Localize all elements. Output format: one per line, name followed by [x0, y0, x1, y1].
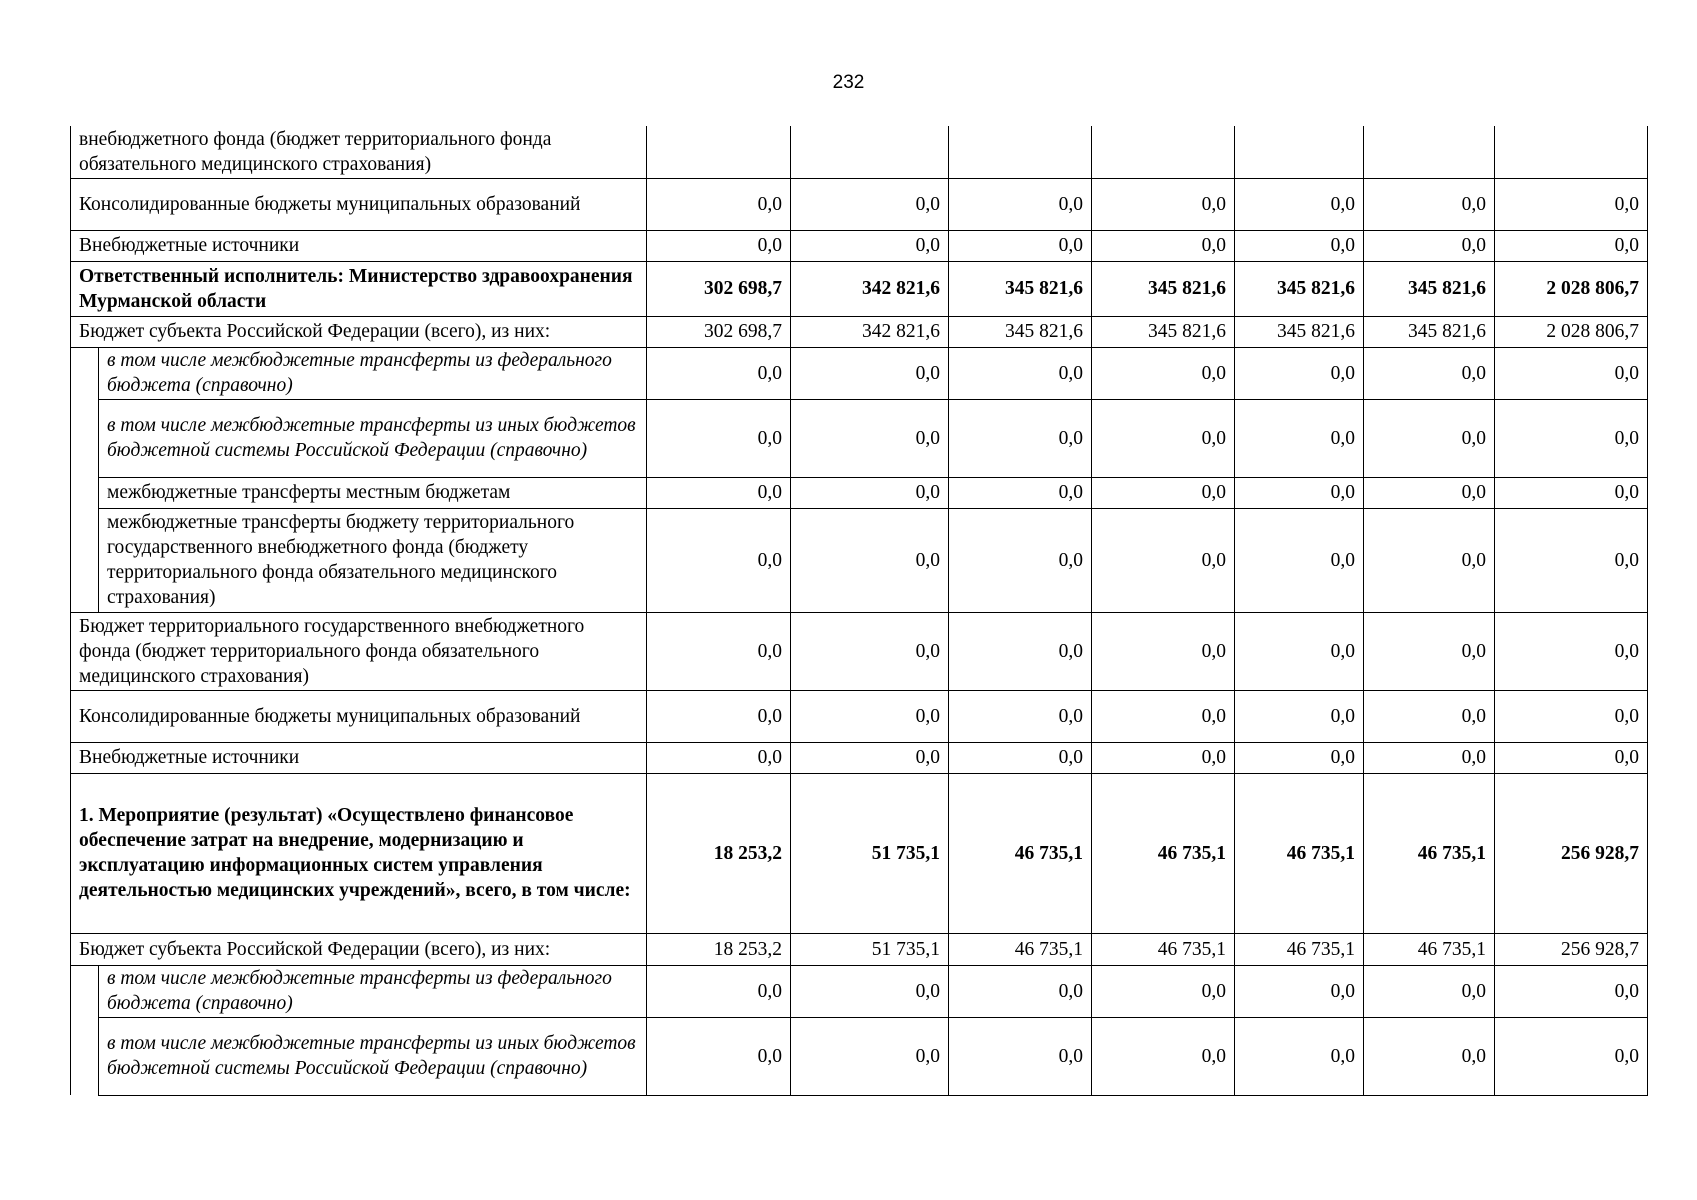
value-cell: 0,0 [1364, 742, 1495, 773]
value-cell: 46 735,1 [1364, 773, 1495, 933]
value-cell: 0,0 [1092, 347, 1235, 399]
table-row [71, 508, 1648, 612]
value-cell: 342 821,6 [791, 261, 949, 316]
total-cell: 0,0 [1495, 178, 1648, 230]
indent-gutter [71, 347, 99, 612]
total-cell: 0,0 [1495, 508, 1648, 612]
row-label: в том числе межбюджетные трансферты из иных бюджетов бюджетной системы Российской Федерации (справочно) [99, 399, 647, 477]
value-cell: 0,0 [647, 742, 791, 773]
value-cell: 345 821,6 [1235, 261, 1364, 316]
row-label: Ответственный исполнитель: Министерство здравоохранения Мурманской области [71, 261, 647, 316]
total-cell: 0,0 [1495, 1017, 1648, 1095]
table-row [71, 399, 1648, 477]
value-cell: 0,0 [949, 230, 1092, 261]
value-cell: 345 821,6 [1092, 261, 1235, 316]
total-cell: 0,0 [1495, 347, 1648, 399]
total-cell [1495, 126, 1648, 178]
value-cell [1364, 126, 1495, 178]
value-cell: 0,0 [949, 178, 1092, 230]
table-row [71, 773, 1648, 933]
value-cell: 0,0 [1092, 965, 1235, 1017]
table-row [71, 742, 1648, 773]
value-cell: 0,0 [949, 347, 1092, 399]
table-row [71, 933, 1648, 965]
table-row [71, 126, 1648, 178]
value-cell: 0,0 [647, 399, 791, 477]
value-cell: 0,0 [949, 690, 1092, 742]
value-cell: 0,0 [791, 399, 949, 477]
value-cell: 0,0 [791, 178, 949, 230]
row-label: Консолидированные бюджеты муниципальных образований [71, 690, 647, 742]
value-cell: 0,0 [791, 347, 949, 399]
table-row [71, 1017, 1648, 1095]
row-label: Внебюджетные источники [71, 230, 647, 261]
value-cell: 0,0 [949, 399, 1092, 477]
value-cell: 0,0 [1092, 1017, 1235, 1095]
value-cell: 345 821,6 [1092, 316, 1235, 347]
value-cell: 18 253,2 [647, 773, 791, 933]
value-cell: 0,0 [1235, 178, 1364, 230]
total-cell: 0,0 [1495, 690, 1648, 742]
table-row [71, 690, 1648, 742]
value-cell: 0,0 [1364, 399, 1495, 477]
value-cell: 0,0 [949, 508, 1092, 612]
value-cell: 0,0 [791, 230, 949, 261]
value-cell: 0,0 [1364, 178, 1495, 230]
value-cell: 0,0 [1092, 742, 1235, 773]
table-row [71, 612, 1648, 690]
value-cell: 0,0 [949, 965, 1092, 1017]
value-cell: 0,0 [1235, 477, 1364, 508]
value-cell: 0,0 [1092, 230, 1235, 261]
value-cell: 302 698,7 [647, 316, 791, 347]
total-cell: 256 928,7 [1495, 773, 1648, 933]
value-cell: 0,0 [791, 612, 949, 690]
total-cell: 2 028 806,7 [1495, 316, 1648, 347]
value-cell: 0,0 [1235, 1017, 1364, 1095]
total-cell: 0,0 [1495, 477, 1648, 508]
total-cell: 0,0 [1495, 612, 1648, 690]
value-cell: 0,0 [949, 1017, 1092, 1095]
value-cell [1235, 126, 1364, 178]
value-cell [1092, 126, 1235, 178]
value-cell: 0,0 [791, 1017, 949, 1095]
value-cell: 0,0 [1364, 230, 1495, 261]
row-label: Бюджет территориального государственного внебюджетного фонда (бюджет территориального фонда обязательного медицинского страхования) [71, 612, 647, 690]
value-cell: 0,0 [1364, 477, 1495, 508]
row-label: Консолидированные бюджеты муниципальных образований [71, 178, 647, 230]
value-cell: 0,0 [647, 1017, 791, 1095]
value-cell: 0,0 [1364, 612, 1495, 690]
value-cell: 345 821,6 [1364, 261, 1495, 316]
value-cell [949, 126, 1092, 178]
value-cell: 0,0 [647, 690, 791, 742]
page-number: 232 [832, 72, 865, 93]
value-cell: 46 735,1 [949, 773, 1092, 933]
value-cell: 345 821,6 [1235, 316, 1364, 347]
table-row [71, 965, 1648, 1017]
value-cell: 46 735,1 [1364, 933, 1495, 965]
value-cell: 0,0 [791, 690, 949, 742]
value-cell: 0,0 [1364, 347, 1495, 399]
value-cell: 51 735,1 [791, 933, 949, 965]
value-cell: 345 821,6 [949, 316, 1092, 347]
row-label: межбюджетные трансферты местным бюджетам [99, 477, 647, 508]
value-cell: 302 698,7 [647, 261, 791, 316]
value-cell: 0,0 [647, 178, 791, 230]
value-cell: 46 735,1 [949, 933, 1092, 965]
value-cell: 0,0 [1235, 508, 1364, 612]
value-cell: 51 735,1 [791, 773, 949, 933]
value-cell: 0,0 [1092, 690, 1235, 742]
value-cell: 342 821,6 [791, 316, 949, 347]
budget-table [70, 126, 1648, 1096]
value-cell [791, 126, 949, 178]
value-cell: 0,0 [1235, 230, 1364, 261]
value-cell: 46 735,1 [1235, 933, 1364, 965]
row-label: 1. Мероприятие (результат) «Осуществлено финансовое обеспечение затрат на внедрение, модернизацию и эксплуатацию информационных систем управления деятельностью медицинских учреждений», всего, в том числе: [71, 773, 647, 933]
total-cell: 0,0 [1495, 230, 1648, 261]
value-cell: 46 735,1 [1235, 773, 1364, 933]
value-cell: 0,0 [791, 965, 949, 1017]
value-cell: 46 735,1 [1092, 933, 1235, 965]
value-cell: 0,0 [647, 477, 791, 508]
row-label: в том числе межбюджетные трансферты из иных бюджетов бюджетной системы Российской Федерации (справочно) [99, 1017, 647, 1095]
value-cell: 0,0 [1092, 178, 1235, 230]
total-cell: 256 928,7 [1495, 933, 1648, 965]
value-cell: 0,0 [1092, 508, 1235, 612]
value-cell: 46 735,1 [1092, 773, 1235, 933]
value-cell: 345 821,6 [949, 261, 1092, 316]
row-label: Бюджет субъекта Российской Федерации (всего), из них: [71, 933, 647, 965]
value-cell: 0,0 [949, 612, 1092, 690]
value-cell: 0,0 [1235, 965, 1364, 1017]
value-cell: 0,0 [1235, 612, 1364, 690]
indent-gutter [71, 965, 99, 1095]
total-cell: 2 028 806,7 [1495, 261, 1648, 316]
value-cell: 18 253,2 [647, 933, 791, 965]
total-cell: 0,0 [1495, 399, 1648, 477]
row-label: внебюджетного фонда (бюджет территориального фонда обязательного медицинского страхования) [71, 126, 647, 178]
value-cell: 0,0 [1364, 508, 1495, 612]
value-cell: 0,0 [647, 347, 791, 399]
table-row [71, 347, 1648, 399]
value-cell: 0,0 [1364, 965, 1495, 1017]
row-label: Внебюджетные источники [71, 742, 647, 773]
value-cell: 0,0 [1235, 347, 1364, 399]
row-label: в том числе межбюджетные трансферты из федерального бюджета (справочно) [99, 347, 647, 399]
value-cell: 0,0 [647, 508, 791, 612]
value-cell: 0,0 [791, 742, 949, 773]
value-cell: 0,0 [1092, 399, 1235, 477]
table-row [71, 477, 1648, 508]
table-row [71, 261, 1648, 316]
table-row [71, 178, 1648, 230]
value-cell: 0,0 [1092, 612, 1235, 690]
value-cell: 0,0 [1235, 399, 1364, 477]
value-cell: 345 821,6 [1364, 316, 1495, 347]
table-row [71, 316, 1648, 347]
value-cell: 0,0 [647, 230, 791, 261]
value-cell: 0,0 [1364, 1017, 1495, 1095]
row-label: межбюджетные трансферты бюджету территориального государственного внебюджетного фонда (бюджету территориального фонда обязательного медицинского страхования) [99, 508, 647, 612]
row-label: в том числе межбюджетные трансферты из федерального бюджета (справочно) [99, 965, 647, 1017]
value-cell: 0,0 [1235, 690, 1364, 742]
value-cell: 0,0 [791, 508, 949, 612]
value-cell: 0,0 [647, 965, 791, 1017]
total-cell: 0,0 [1495, 965, 1648, 1017]
value-cell: 0,0 [1364, 690, 1495, 742]
value-cell: 0,0 [949, 477, 1092, 508]
row-label: Бюджет субъекта Российской Федерации (всего), из них: [71, 316, 647, 347]
value-cell: 0,0 [1092, 477, 1235, 508]
value-cell: 0,0 [791, 477, 949, 508]
value-cell: 0,0 [647, 612, 791, 690]
value-cell: 0,0 [949, 742, 1092, 773]
total-cell: 0,0 [1495, 742, 1648, 773]
value-cell [647, 126, 791, 178]
table-row [71, 230, 1648, 261]
value-cell: 0,0 [1235, 742, 1364, 773]
